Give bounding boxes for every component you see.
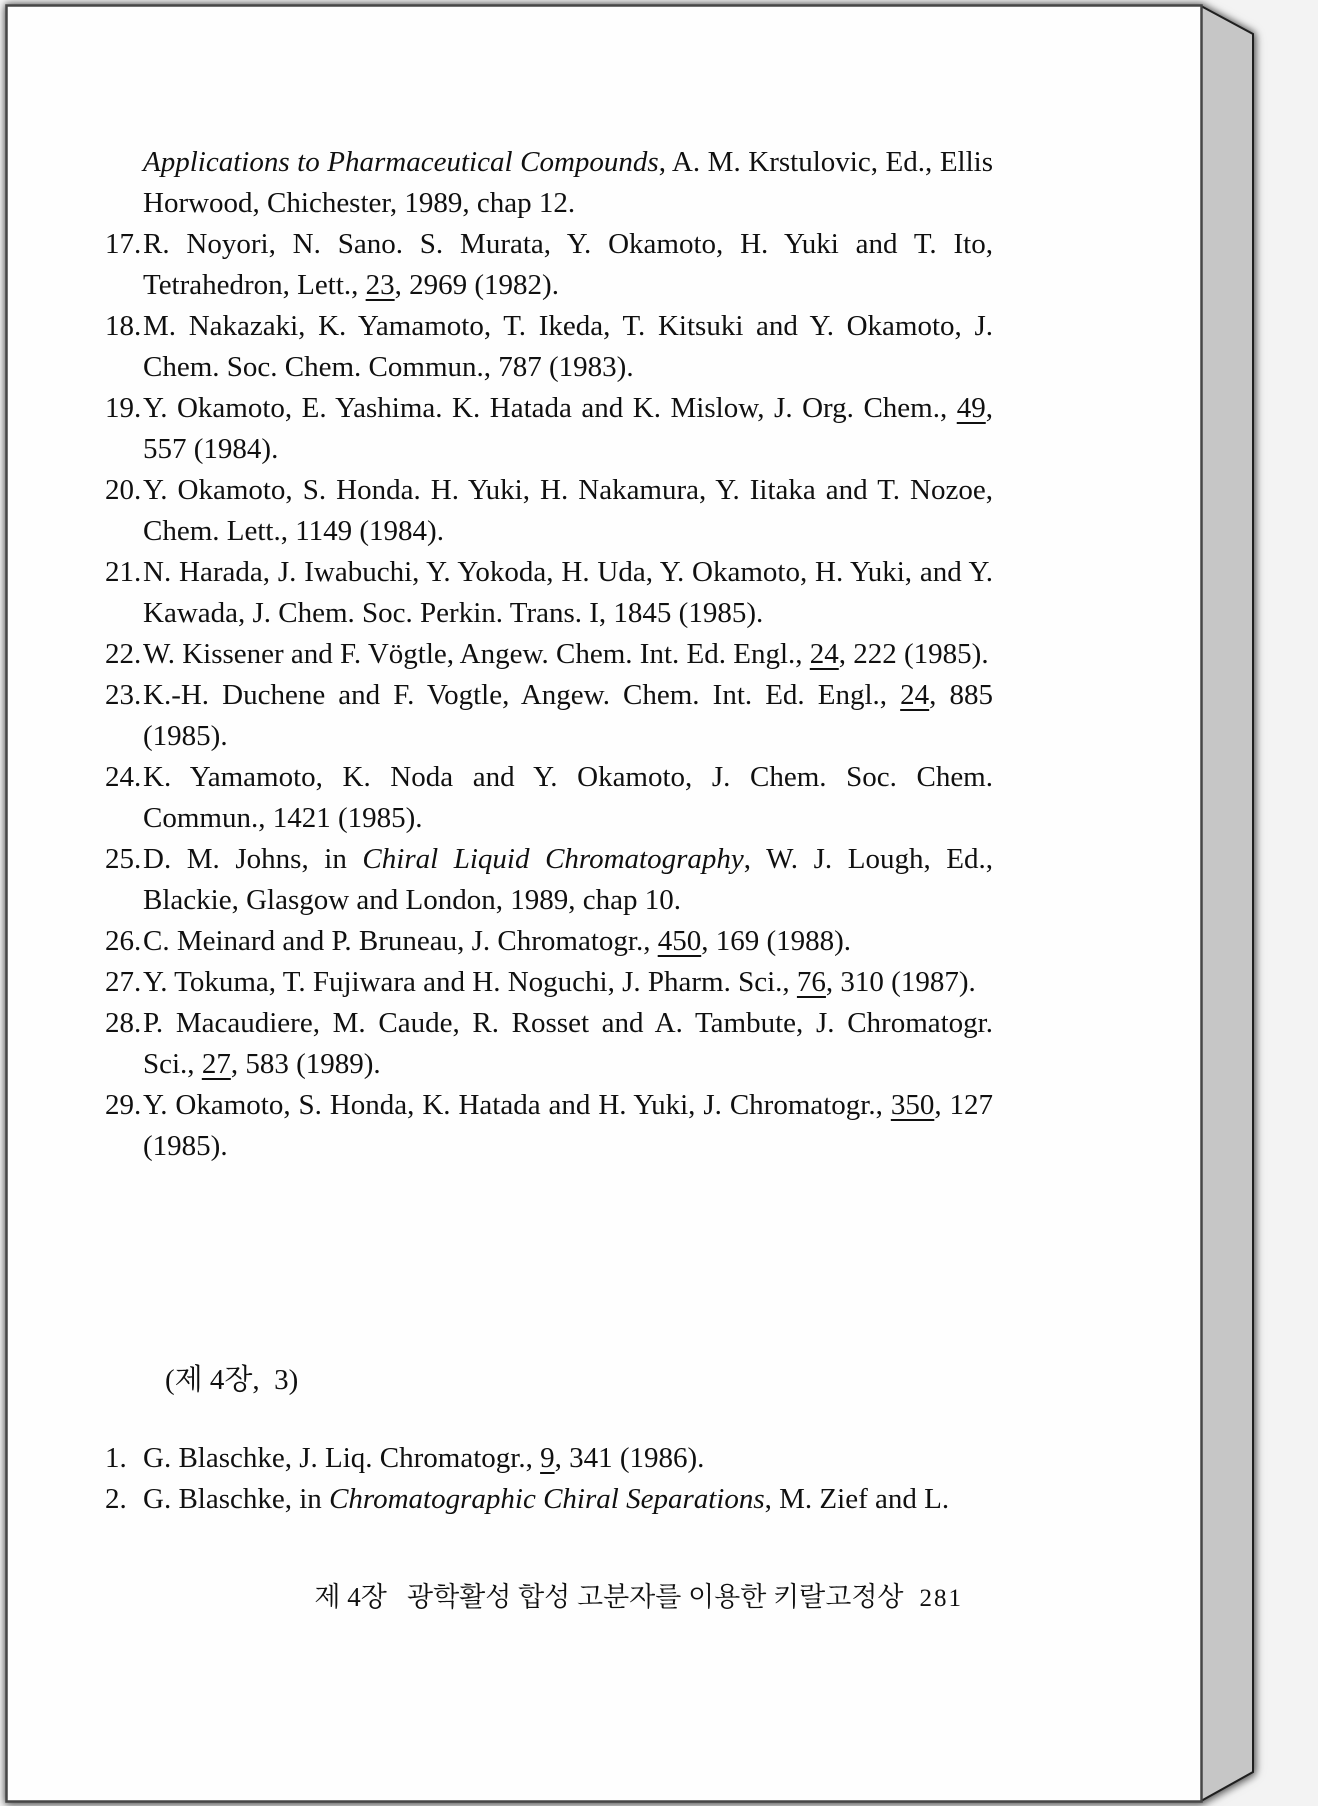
reference-text-segment: M. Nakazaki, K. Yamamoto, T. Ikeda, T. Kitsuki and Y. Okamoto, J. Chem. Soc. Chem. Commun., 787 (1983). xyxy=(143,310,993,383)
reference-text-segment: , M. Zief and L. xyxy=(764,1483,950,1515)
reference-text-segment: K. Yamamoto, K. Noda and Y. Okamoto, J. Chem. Soc. Chem. Commun., 1421 (1985). xyxy=(143,761,993,834)
reference-text-segment: K.-H. Duchene and F. Vogtle, Angew. Chem. Int. Ed. Engl., xyxy=(143,679,901,711)
reference-text-segment: , 557 (1984). xyxy=(143,392,993,465)
reference-number: 29. xyxy=(105,1089,142,1121)
reference-text-segment: Y. Okamoto, S. Honda. H. Yuki, H. Nakamura, Y. Iitaka and T. Nozoe, Chem. Lett., 1149 (1984). xyxy=(143,474,993,547)
reference-number: 20. xyxy=(105,474,142,506)
reference-item xyxy=(105,921,993,962)
reference-text-segment: R. Noyori, N. Sano. S. Murata, Y. Okamoto, H. Yuki and T. Ito, Tetrahedron, Lett., xyxy=(143,228,993,301)
reference-text-segment: P. Macaudiere, M. Caude, R. Rosset and A. Tambute, J. Chromatogr. Sci., xyxy=(143,1007,993,1080)
reference-text-segment: , 885 (1985). xyxy=(143,679,994,752)
reference-text-segment: , A. M. Krstulovic, Ed., Ellis Horwood, Chichester, 1989, chap 12. xyxy=(143,146,993,219)
reference-list-part1 xyxy=(105,142,993,1167)
reference-text-segment: N. Harada, J. Iwabuchi, Y. Yokoda, H. Uda, Y. Okamoto, H. Yuki, and Y. Kawada, J. Chem. Soc. Perkin. Trans. I, 1845 (1985). xyxy=(143,556,993,629)
reference-text-segment: 27 xyxy=(201,1048,231,1080)
reference-number: 27. xyxy=(105,966,142,998)
reference-text-segment: , 583 (1989). xyxy=(230,1048,381,1080)
reference-text-segment: D. M. Johns, in xyxy=(143,843,363,875)
reference-number: 22. xyxy=(105,638,142,670)
reference-text-segment: Applications to Pharmaceutical Compounds xyxy=(143,146,659,178)
reference-item xyxy=(105,1085,993,1167)
reference-text-segment: , W. J. Lough, Ed., Blackie, Glasgow and London, 1989, chap 10. xyxy=(143,843,993,916)
section-label: (제 4장, 3) xyxy=(165,1364,299,1396)
reference-number: 24. xyxy=(105,761,142,793)
reference-text-segment: , 169 (1988). xyxy=(701,925,852,957)
reference-number: 25. xyxy=(105,843,142,875)
reference-number: 17. xyxy=(105,228,142,260)
reference-item xyxy=(105,470,993,552)
reference-item xyxy=(105,1438,993,1479)
reference-item xyxy=(105,388,993,470)
reference-text-segment: , 127 (1985). xyxy=(143,1089,993,1162)
reference-text-segment: 76 xyxy=(796,966,826,998)
reference-item xyxy=(105,757,993,839)
reference-text-segment: 23 xyxy=(365,269,395,301)
reference-number: 21. xyxy=(105,556,142,588)
reference-item xyxy=(105,1003,993,1085)
reference-text-segment: , 341 (1986). xyxy=(554,1442,705,1474)
footer-page-number: 281 xyxy=(919,1585,963,1612)
reference-text-segment: 24 xyxy=(809,638,839,670)
reference-number: 28. xyxy=(105,1007,142,1039)
reference-text-segment: Chromatographic Chiral Separations xyxy=(329,1483,765,1515)
reference-text-segment: 49 xyxy=(956,392,986,424)
reference-text-segment: C. Meinard and P. Bruneau, J. Chromatogr., xyxy=(143,925,658,957)
reference-text-segment: G. Blaschke, J. Liq. Chromatogr., xyxy=(143,1442,541,1474)
reference-text-segment: , 310 (1987). xyxy=(825,966,976,998)
reference-text-segment: Y. Tokuma, T. Fujiwara and H. Noguchi, J. Pharm. Sci., xyxy=(143,966,797,998)
reference-number: 19. xyxy=(105,392,142,424)
reference-number: 18. xyxy=(105,310,142,342)
reference-item xyxy=(105,634,993,675)
reference-number: 1. xyxy=(105,1442,127,1474)
reference-item xyxy=(105,1479,993,1520)
reference-number: 2. xyxy=(105,1483,127,1515)
reference-item xyxy=(105,142,993,224)
reference-text-segment: , 222 (1985). xyxy=(838,638,989,670)
reference-text-segment: 350 xyxy=(890,1089,935,1121)
reference-item xyxy=(105,306,993,388)
reference-item xyxy=(105,962,993,1003)
reference-text-segment: Y. Okamoto, S. Honda, K. Hatada and H. Yuki, J. Chromatogr., xyxy=(143,1089,891,1121)
reference-number: 26. xyxy=(105,925,142,957)
reference-item xyxy=(105,224,993,306)
reference-item xyxy=(105,839,993,921)
reference-text-segment: G. Blaschke, in xyxy=(143,1483,330,1515)
reference-number: 23. xyxy=(105,679,142,711)
reference-text-segment: , 2969 (1982). xyxy=(394,269,559,301)
reference-list-part2 xyxy=(105,1438,993,1520)
reference-item xyxy=(105,552,993,634)
reference-text-segment: 24 xyxy=(900,679,930,711)
footer-chapter-title: 제 4장 광학활성 합성 고분자를 이용한 키랄고정상 xyxy=(314,1582,904,1612)
reference-text-segment: Chiral Liquid Chromatography xyxy=(362,843,744,875)
reference-text-segment: W. Kissener and F. Vögtle, Angew. Chem. Int. Ed. Engl., xyxy=(143,638,810,670)
reference-text-segment: 450 xyxy=(657,925,702,957)
reference-text-segment: Y. Okamoto, E. Yashima. K. Hatada and K. Mislow, J. Org. Chem., xyxy=(143,392,957,424)
page-footer xyxy=(105,1578,993,1618)
reference-item xyxy=(105,675,993,757)
reference-text-segment: 9 xyxy=(540,1442,555,1474)
